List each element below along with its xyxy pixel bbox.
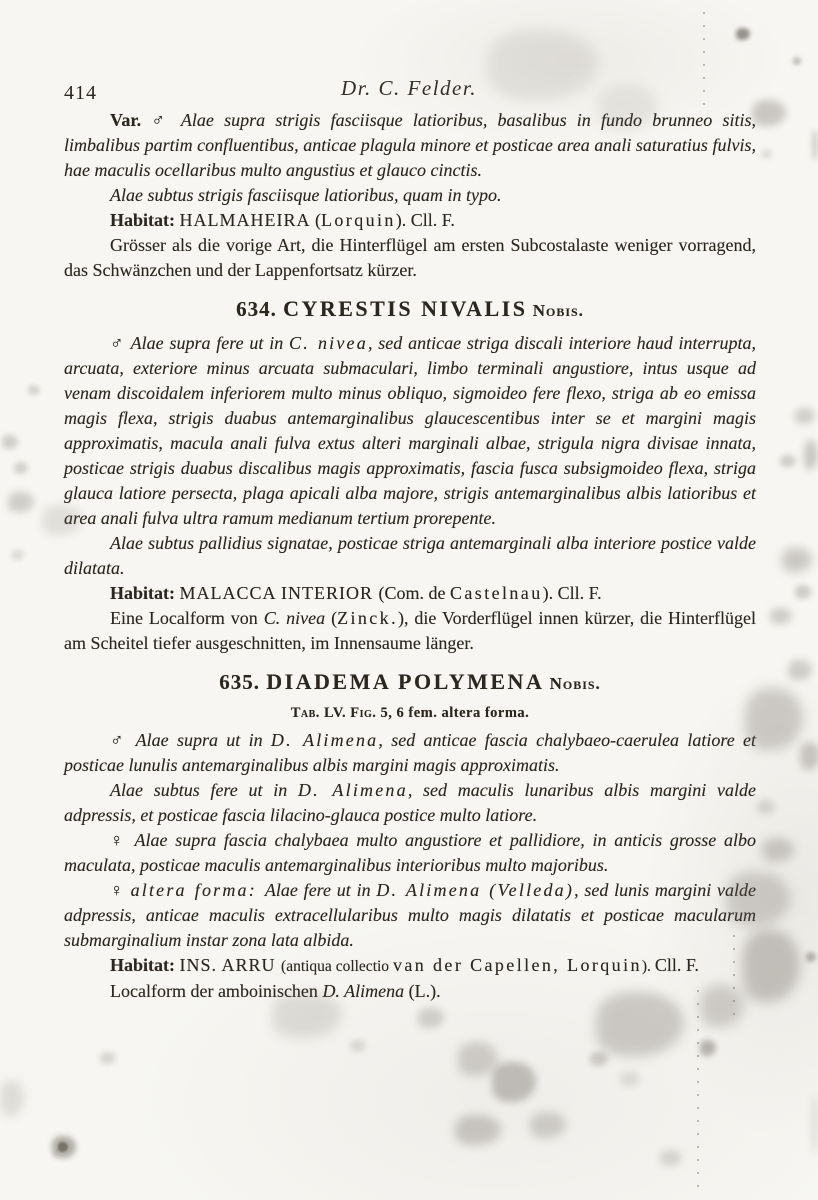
stain xyxy=(806,952,816,962)
text-run: Alae supra fere ut in xyxy=(130,333,290,353)
text-run: Var. xyxy=(110,110,152,130)
text-run: 634. xyxy=(236,297,284,321)
text-run: ). Cll. F. xyxy=(542,583,602,603)
sex-symbol: ♀ xyxy=(110,830,135,850)
running-header: Dr. C. Felder. xyxy=(341,76,477,100)
habitat-line-malacca xyxy=(64,581,756,606)
stain xyxy=(590,1052,608,1066)
text-run: D. Alimena xyxy=(270,730,379,750)
text-run: D. Alimena (Velleda) xyxy=(376,880,575,900)
text-run: Alae subtus strigis fasciisque latioribus, quam in typo. xyxy=(110,185,502,205)
sex-symbol: ♀ xyxy=(110,880,131,900)
stain xyxy=(770,608,792,624)
plate-reference-line xyxy=(64,704,756,722)
female-altera-forma-paragraph-635 xyxy=(64,878,756,953)
german-localform-paragraph-635 xyxy=(64,979,756,1004)
text-run: CYRESTIS NIVALIS xyxy=(283,296,528,321)
stain xyxy=(780,455,796,467)
stain xyxy=(8,492,34,512)
male-description-paragraph-634 xyxy=(64,331,756,531)
stain xyxy=(736,28,750,40)
male-description-paragraph-635 xyxy=(64,728,756,778)
text-run: D. Alimena xyxy=(322,981,405,1001)
stain xyxy=(14,462,28,474)
german-localform-paragraph-634 xyxy=(64,606,756,656)
text-run: Lorquin xyxy=(321,210,396,230)
text-run: C. nivea xyxy=(263,608,326,628)
text-run: Cll. F. xyxy=(654,955,699,975)
female-description-paragraph-635 xyxy=(64,828,756,878)
stain xyxy=(752,100,786,126)
text-run: Habitat: xyxy=(110,955,180,975)
stain xyxy=(700,1040,716,1056)
stain xyxy=(782,548,812,572)
stain xyxy=(800,742,818,770)
text-run: 635. xyxy=(219,670,267,694)
text-run: (L.). xyxy=(404,981,441,1001)
text-run: ). Cll. F. xyxy=(395,210,455,230)
german-note-paragraph xyxy=(64,233,756,283)
text-run: HALMAHEIRA xyxy=(179,210,315,230)
habitat-line-arru xyxy=(64,953,756,979)
stain xyxy=(58,1142,68,1152)
text-run: Tab. LV. Fig. xyxy=(290,705,381,721)
underside-description-paragraph-635 xyxy=(64,778,756,828)
text-run: Alae supra fascia chalybaea multo angustiore et pallidiore, in anticis grosse albo maculata, posticae maculis antemarginalibus interioribus multo majoribus. xyxy=(64,830,756,875)
stain xyxy=(762,150,772,158)
stain xyxy=(0,1080,24,1116)
text-run: , sed anticae striga discali interiore haud interrupta, arcuata, exteriore minus arcuata submaculari, limbo terminali angustiore, intus usque ad venam discoidalem inferiorem multo minus obliquo, sigmoideo fere flexo, striga ab eo emissa magis flexa, strigis duabus antemarginalibus glaucescentibus inter se et margini magis approximatis, macula anali fulva extus alteri marginali albae, strigula nigra divisae innata, posticae strigis duabus discalibus magis approximatis, fascia fusca subsigmoideo flexa, striga glauca latiore persecta, plaga apicali alba majore, strigis antemarginalibus albis latioribus et area anali fulva ultra ramum medianum tertium prorepente. xyxy=(64,333,756,528)
text-run: ( xyxy=(325,608,338,628)
stain xyxy=(455,1115,501,1145)
text-run: DIADEMA POLYMENA xyxy=(266,669,545,694)
text-run: Habitat: xyxy=(110,210,180,230)
stain xyxy=(788,660,812,680)
text-run: Grösser als die vorige Art, die Hinterflügel am ersten Subcostalaste weniger vorragend, das Schwänzchen und der Lappenfortsatz kürzer. xyxy=(64,235,756,280)
text-run: (Com. de xyxy=(378,583,451,603)
stain xyxy=(793,57,801,65)
text-column xyxy=(64,108,756,1004)
text-run: Zinck. xyxy=(337,608,398,628)
dotted-mark xyxy=(697,990,699,1195)
text-run: Localform der amboinischen xyxy=(110,981,323,1001)
text-run: Alae subtus pallidius signatae, posticae striga antemarginali alba interiore postice valde dilatata. xyxy=(64,533,756,578)
stain xyxy=(620,1072,640,1086)
text-run: , sed anticae fascia chalybaeo-caerulea latiore et posticae lunulis antemarginalibus albis margini magis approximatis. xyxy=(64,730,757,775)
stain xyxy=(762,838,794,862)
text-run: ( xyxy=(315,210,321,230)
stain xyxy=(28,385,40,395)
text-run: Nobis. xyxy=(527,301,584,320)
stain xyxy=(350,1040,366,1052)
text-run: , sed maculis lunaribus albis margini valde adpressis, et posticae fascia lilacino-glauca postice multo latiore. xyxy=(64,780,756,825)
stain xyxy=(458,1042,498,1076)
stain xyxy=(100,1052,116,1064)
text-run: ), die Vorderflügel innen kürzer, die Hinterflügel am Scheitel tiefer ausgeschnitten, im Innensaume länger. xyxy=(64,608,757,653)
text-run: D. Alimena xyxy=(297,780,408,800)
text-run: altera forma: xyxy=(130,880,265,900)
text-run: Nobis. xyxy=(544,674,601,693)
habitat-line-halmaheira xyxy=(64,208,756,233)
species-heading-635 xyxy=(64,667,756,700)
text-run: Alae subtus fere ut in xyxy=(110,780,298,800)
underside-description-paragraph-634 xyxy=(64,531,756,581)
sex-symbol: ♂ xyxy=(110,730,136,750)
stain xyxy=(52,1136,76,1158)
text-run: INS. ARRU xyxy=(179,955,282,975)
stain xyxy=(530,1112,566,1138)
underside-note-paragraph xyxy=(64,183,756,208)
page-number: 414 xyxy=(64,82,97,104)
text-run: , sed lunis margini valde adpressis, anticae maculis extracellularibus multo magis dilatatis et posticae macularum submarginalium instar zona lata albida. xyxy=(64,880,757,950)
text-run: Alae supra ut in xyxy=(135,730,271,750)
text-run: Castelnau xyxy=(450,583,543,603)
text-run: Habitat: xyxy=(110,583,180,603)
stain xyxy=(492,1062,536,1102)
stain xyxy=(812,1095,818,1155)
text-run: MALACCA INTERIOR xyxy=(179,583,379,603)
stain xyxy=(418,1008,444,1028)
stain xyxy=(660,1150,682,1166)
text-run: (antiqua collectio xyxy=(281,958,393,975)
stain xyxy=(804,440,818,470)
text-run: Eine Localform von xyxy=(110,608,264,628)
text-run: C. nivea xyxy=(289,333,368,353)
text-run: van der Capellen, Lorquin xyxy=(392,955,642,975)
stain xyxy=(795,585,811,599)
text-run: ). xyxy=(641,958,655,975)
stain xyxy=(2,435,18,449)
sex-symbol: ♂ xyxy=(110,333,131,353)
stain xyxy=(795,408,815,424)
stain xyxy=(12,550,24,560)
var-description-paragraph xyxy=(64,108,756,183)
text-run: Alae fere ut in xyxy=(264,880,377,900)
stain xyxy=(757,800,775,814)
sex-symbol: ♂ xyxy=(151,110,181,130)
stain xyxy=(812,130,818,160)
text-run: 5, 6 fem. altera forma. xyxy=(380,705,530,721)
text-run: Alae supra strigis fasciisque latioribus, basalibus in fundo brunneo sitis, limbalibus partim confluentibus, anticae plagula minore et posticae area anali saturatius fulvis, hae maculis ocellaribus multo angustius et glauco cinctis. xyxy=(64,110,757,180)
species-heading-634 xyxy=(64,294,756,327)
